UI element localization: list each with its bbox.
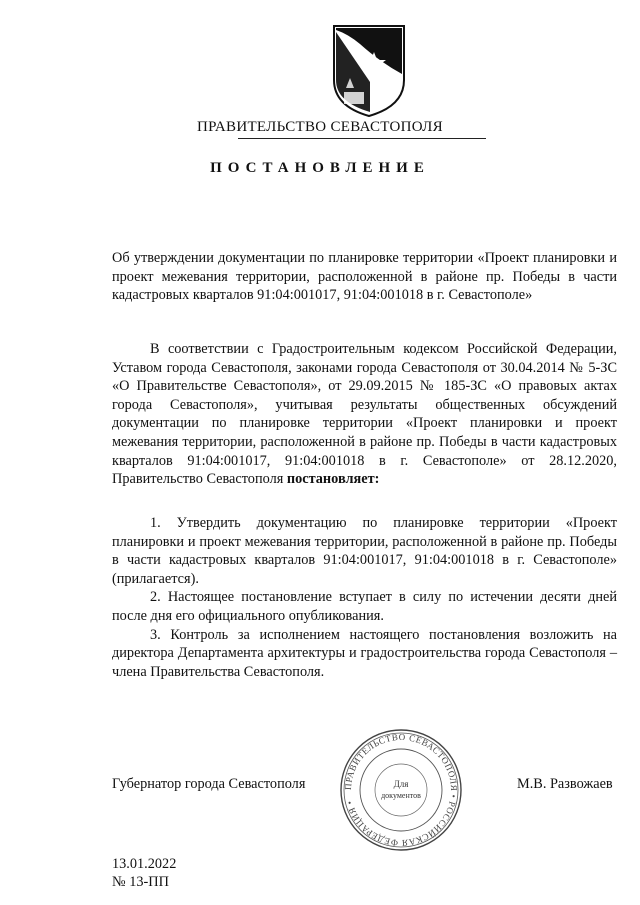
decree-word: постановляет: — [286, 471, 380, 488]
resolution-item-1: 1. Утвердить документацию по планировке территории «Проект планировки и проект межевания территории, расположенной в районе пр. Победы в части кадастровых кварталов 91:04:001017, 91:04:001018 в г. Севастополе» (прилагается). — [112, 515, 617, 587]
seal-center-line-2: документов — [381, 791, 421, 800]
document-date: 13.01.2022 — [112, 856, 177, 872]
organization-title: ПРАВИТЕЛЬСТВО СЕВАСТОПОЛЯ — [197, 119, 443, 135]
document-footer — [112, 855, 176, 891]
header-divider — [238, 138, 486, 139]
coat-of-arms-icon — [330, 22, 408, 118]
seal-ring-text: ПРАВИТЕЛЬСТВО СЕВАСТОПОЛЯ • РОССИЙСКАЯ ФЕДЕРАЦИЯ • — [342, 731, 460, 849]
document-type-heading: ПОСТАНОВЛЕНИЕ — [210, 160, 430, 176]
resolution-item-2: 2. Настоящее постановление вступает в силу по истечении десяти дней после дня его официального опубликования. — [112, 589, 617, 624]
preamble-paragraph — [112, 340, 617, 489]
signatory-title: Губернатор города Севастополя — [112, 776, 306, 792]
preamble-text: В соответствии с Градостроительным кодексом Российской Федерации, Уставом города Севастополя, законами города Севастополя от 30.04.2014 № 5-ЗС «О Правительстве Севастополя», от 29.09.2015 № 185-ЗС «О правовых актах города Севастополя», учитывая результаты общественных обсуждений документации по планировке территории «Проект планировки и проект межевания территории, расположенной в районе пр. Победы в части кадастровых кварталов 91:04:001017, 91:04:001018 в г. Севастополе» от 28.12.2020, Правительство Севастополя — [112, 341, 617, 488]
signatory-name: М.В. Развожаев — [517, 776, 613, 792]
document-number: № 13-ПП — [112, 874, 169, 890]
resolution-item-3: 3. Контроль за исполнением настоящего постановления возложить на директора Департамента архитектуры и градостроительства города Севастополя – члена Правительства Севастополя. — [112, 626, 617, 680]
official-seal-stamp-icon — [338, 727, 464, 853]
seal-center-line-1: Для — [393, 779, 409, 789]
document-subject: Об утверждении документации по планировке территории «Проект планировки и проект межевания территории, расположенной в районе пр. Победы в части кадастровых кварталов 91:04:001017, 91:04:001018 в г. Севастополе» — [112, 250, 617, 304]
resolution-items — [112, 514, 617, 681]
